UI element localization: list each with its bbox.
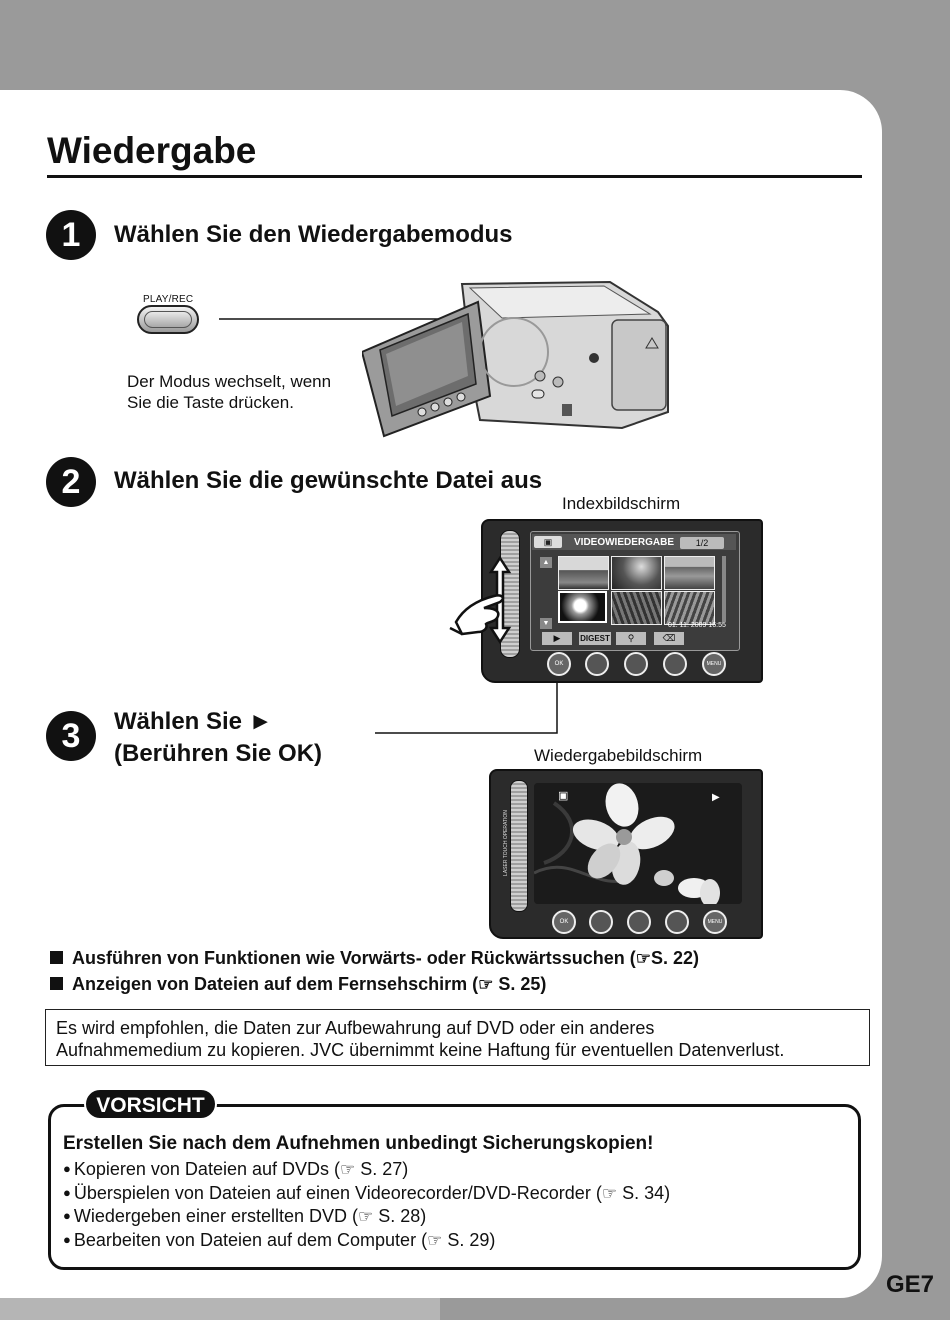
thumbnail[interactable] — [558, 556, 609, 590]
reference-close: ) — [402, 1159, 409, 1179]
thumbnail[interactable] — [664, 591, 715, 625]
note-line2: Aufnahmemedium zu kopieren. JVC übernimmt keine Haftung für eventuellen Datenverlust. — [56, 1040, 785, 1060]
step-3-number: 3 — [46, 711, 96, 761]
page-title: Wiedergabe — [47, 130, 257, 171]
thumbnail[interactable] — [611, 556, 662, 590]
caution-item-text: Kopieren von Dateien auf DVDs ( — [73, 1159, 341, 1179]
step-1-title: Wählen Sie den Wiedergabemodus — [114, 221, 513, 248]
caution-item-text: Bearbeiten von Dateien auf dem Computer ( — [73, 1229, 428, 1250]
touch-strip[interactable] — [510, 780, 528, 912]
mode-note-line1: Der Modus wechselt, wenn — [127, 372, 332, 391]
lcd-date: 01. 11. 2009 — [668, 622, 707, 629]
reference-row-search — [50, 946, 699, 971]
playback-image — [534, 783, 742, 904]
thumbnail-selected[interactable] — [558, 591, 607, 623]
page-reference[interactable]: S. 28 — [373, 1206, 421, 1226]
ok-button[interactable]: OK — [547, 652, 571, 676]
round-button[interactable] — [589, 910, 613, 934]
menu-button[interactable]: MENU — [702, 652, 726, 676]
round-button[interactable] — [665, 910, 689, 934]
index-screen-caption: Indexbildschirm — [562, 494, 681, 513]
list-item — [63, 1182, 670, 1206]
ok-button[interactable]: OK — [552, 910, 576, 934]
lcd-digest-button[interactable]: DIGEST — [580, 634, 610, 643]
step-3-title-line2: (Berühren Sie OK) — [114, 740, 323, 767]
list-item — [63, 1205, 670, 1229]
lcd-header-text: VIDEOWIEDERGABE — [574, 537, 675, 548]
lcd-timestamp — [668, 622, 726, 629]
step-1-number: 1 — [46, 210, 96, 260]
camcorder-illustration — [362, 272, 674, 440]
reference-close: ) — [489, 1229, 496, 1250]
lcd-play-button[interactable]: ▶ — [542, 632, 572, 645]
caution-item-text: Überspielen von Dateien auf einen Videorecorder/DVD-Recorder ( — [73, 1182, 602, 1203]
reference-close: ) — [664, 1182, 671, 1203]
lcd-scroll-down[interactable]: ▼ — [540, 618, 552, 629]
pointing-hand-icon: ☞ — [478, 975, 494, 994]
pointing-hand-icon: ☞ — [340, 1160, 356, 1179]
magnifier-icon: ⚲ — [627, 633, 635, 643]
round-button[interactable] — [627, 910, 651, 934]
page-reference[interactable]: S. 25 — [493, 974, 541, 994]
round-button[interactable] — [624, 652, 648, 676]
pointing-hand-icon: ☞ — [601, 1183, 618, 1203]
pointing-hand-icon: ☞ — [427, 1230, 443, 1250]
page-number: GE7 — [886, 1271, 935, 1298]
square-bullet-icon — [50, 951, 63, 964]
note-line1: Es wird empfohlen, die Daten zur Aufbewahrung auf DVD oder ein anderes — [56, 1018, 655, 1038]
reference-close: ) — [693, 948, 700, 968]
backup-note-box — [45, 1009, 870, 1066]
caution-item-text: Wiedergeben einer erstellten DVD ( — [73, 1206, 358, 1226]
playback-screen-caption: Wiedergabebildschirm — [534, 746, 703, 765]
play-rec-label: PLAY/REC — [143, 294, 194, 305]
lcd-page-indicator: 1/2 — [680, 537, 724, 549]
pointing-hand-icon — [448, 552, 522, 656]
lcd-search-button[interactable] — [616, 632, 646, 645]
reference-close: ) — [420, 1206, 427, 1226]
reference-close: ) — [540, 974, 547, 994]
mode-note-line2: Sie die Taste drücken. — [127, 393, 294, 412]
list-item — [63, 1229, 670, 1253]
reference-row-tv — [50, 972, 546, 997]
thumbnail[interactable] — [664, 556, 715, 590]
trash-icon: ⌫ — [662, 633, 676, 643]
step-2-number: 2 — [46, 457, 96, 507]
laser-touch-label: LASER TOUCH OPERATION — [503, 810, 509, 876]
thumbnail[interactable] — [611, 591, 662, 625]
video-mode-icon: ▣ — [558, 790, 569, 802]
page-reference[interactable]: S. 29 — [442, 1229, 490, 1250]
step-3-title-line1: Wählen Sie ► — [114, 708, 273, 735]
reference-text: Ausführen von Funktionen wie Vorwärts- oder Rückwärtssuchen ( — [72, 948, 636, 968]
step-2-title: Wählen Sie die gewünschte Datei aus — [114, 467, 543, 494]
page-reference[interactable]: S. 34 — [617, 1182, 665, 1203]
page-reference[interactable]: S. 27 — [355, 1159, 403, 1179]
reference-text: Anzeigen von Dateien auf dem Fernsehschirm ( — [72, 974, 479, 994]
play-icon: ▶ — [712, 792, 720, 803]
pointing-hand-icon: ☞ — [358, 1207, 374, 1226]
menu-button[interactable]: MENU — [703, 910, 727, 934]
round-button[interactable] — [585, 652, 609, 676]
caution-heading: Erstellen Sie nach dem Aufnehmen unbedingt Sicherungskopien! — [63, 1133, 654, 1154]
lcd-time: 16:55 — [708, 622, 726, 629]
page-reference[interactable]: S. 22 — [651, 948, 694, 968]
list-item — [63, 1158, 670, 1182]
caution-list — [63, 1158, 670, 1252]
pointing-hand-icon: ☞ — [635, 949, 651, 968]
round-button[interactable] — [663, 652, 687, 676]
video-mode-icon: ▣ — [534, 536, 562, 548]
caution-tag: VORSICHT — [84, 1088, 217, 1120]
lcd-scroll-up[interactable]: ▲ — [540, 557, 552, 568]
lcd-scrollbar[interactable] — [722, 556, 726, 622]
lcd-delete-button[interactable] — [654, 632, 684, 645]
square-bullet-icon — [50, 977, 63, 990]
